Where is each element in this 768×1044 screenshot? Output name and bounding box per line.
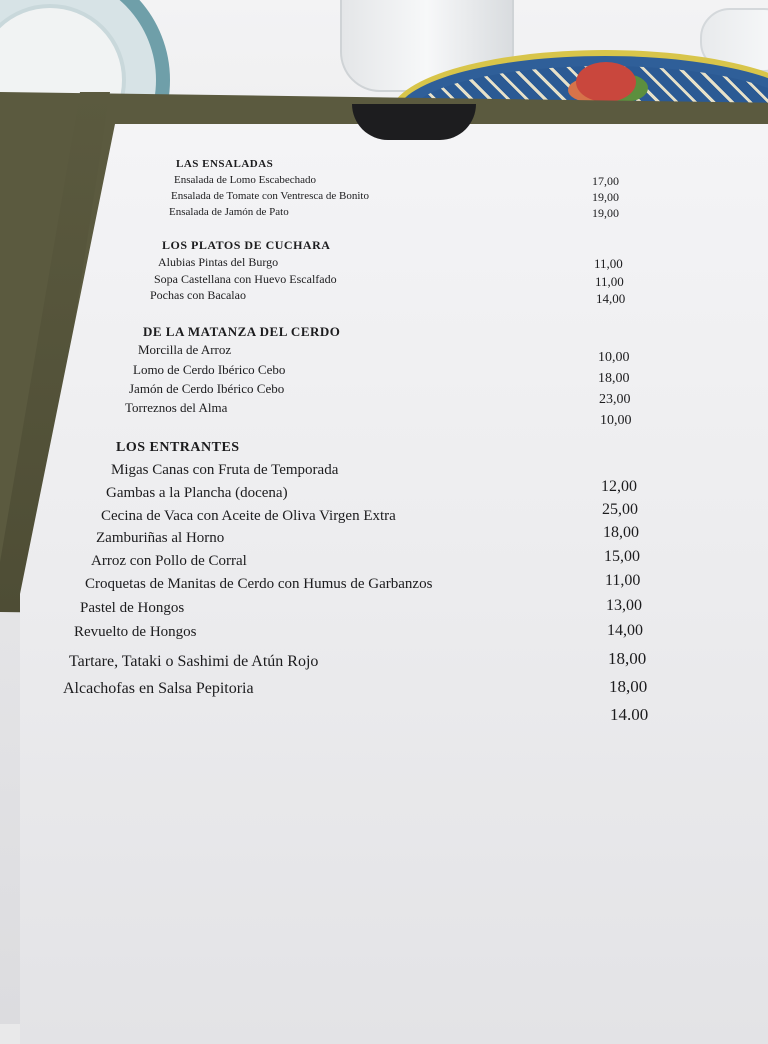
menu-price: 10,00 (598, 350, 630, 365)
menu-item: Ensalada de Lomo Escabechado (174, 174, 317, 186)
menu-price: 25,00 (602, 501, 638, 518)
section-title-matanza: DE LA MATANZA DEL CERDO (143, 324, 341, 339)
menu-price: 19,00 (592, 206, 619, 220)
menu-price: 18,00 (609, 677, 648, 696)
menu-item: Cecina de Vaca con Aceite de Oliva Virgen Extra (101, 508, 396, 524)
menu-item: Gambas a la Plancha (docena) (106, 485, 288, 501)
menu-item: Ensalada de Tomate con Ventresca de Bonito (171, 190, 369, 202)
menu-item: Sopa Castellana con Huevo Escalfado (154, 272, 337, 286)
menu-item: Pastel de Hongos (80, 600, 185, 616)
menu-price: 15,00 (604, 548, 640, 565)
menu-price: 14.00 (610, 705, 649, 724)
section-title-entrantes: LOS ENTRANTES (116, 440, 240, 455)
menu-item: Arroz con Pollo de Corral (91, 553, 247, 569)
menu-item: Tartare, Tataki o Sashimi de Atún Rojo (69, 653, 319, 670)
section-title-cuchara: LOS PLATOS DE CUCHARA (162, 238, 331, 252)
menu-item: Alubias Pintas del Burgo (158, 255, 279, 269)
menu-price: 11,00 (595, 274, 624, 289)
menu-price: 12,00 (601, 478, 637, 495)
menu-price: 13,00 (606, 597, 642, 614)
menu-item: Revuelto de Hongos (74, 624, 197, 640)
menu-price: 18,00 (598, 371, 630, 386)
menu-item: Pochas con Bacalao (150, 288, 246, 302)
menu-item: Morcilla de Arroz (138, 342, 232, 357)
menu-price: 18,00 (608, 649, 647, 668)
menu-item: Croquetas de Manitas de Cerdo con Humus de Garbanzos (85, 576, 433, 592)
menu-price: 11,00 (594, 256, 623, 271)
menu-price: 23,00 (599, 392, 631, 407)
menu-item: Ensalada de Jamón de Pato (169, 206, 289, 218)
menu-price: 14,00 (607, 622, 643, 639)
menu-item: Lomo de Cerdo Ibérico Cebo (133, 362, 286, 377)
menu-item: Alcachofas en Salsa Pepitoria (63, 680, 254, 697)
menu-item: Zamburiñas al Horno (96, 530, 225, 546)
menu-price: 19,00 (592, 190, 619, 204)
menu-price: 18,00 (603, 524, 639, 541)
menu-item: Migas Canas con Fruta de Temporada (111, 462, 339, 478)
section-title-ensaladas: LAS ENSALADAS (176, 158, 274, 170)
menu-item: Jamón de Cerdo Ibérico Cebo (129, 381, 285, 396)
menu-price: 17,00 (592, 174, 619, 188)
menu-price: 14,00 (596, 291, 626, 306)
menu-price: 10,00 (600, 413, 632, 428)
menu-price: 11,00 (605, 572, 641, 589)
menu-item: Torreznos del Alma (125, 400, 228, 415)
